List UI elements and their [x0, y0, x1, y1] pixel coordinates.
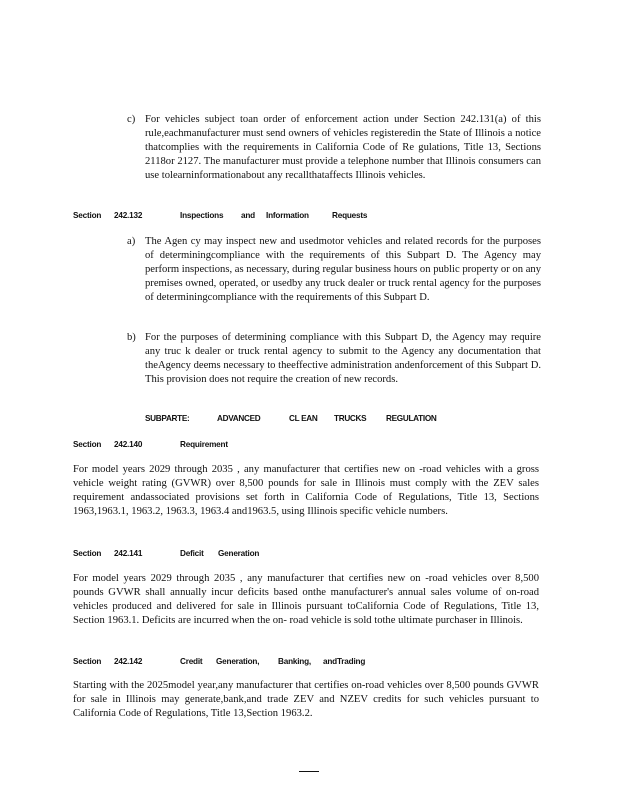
section-number: 242.142: [114, 657, 143, 666]
subpart-word: SUBPARTE:: [145, 414, 190, 423]
section-label: Section: [73, 211, 102, 220]
list-item-a: [127, 235, 541, 305]
item-text: For the purposes of determining compliance with this Subpart D, the Agency may require any truc k dealer or truck rental agency to submit to the Agency any documentation that theAgency deems necessary to theeffective administration andenforcement of this Subpart D. This provision does not require the creation of new records.: [145, 332, 541, 385]
section-heading-242-142: [73, 655, 365, 669]
section-heading-242-141: [73, 547, 259, 561]
section-label: Section: [73, 657, 102, 666]
section-title-word: Credit: [180, 657, 203, 666]
section-title-word: and: [241, 211, 255, 220]
subpart-word: CL EAN: [289, 414, 318, 423]
subpart-word: TRUCKS: [334, 414, 367, 423]
section-242-142-text: Starting with the 2025model year,any manufacturer that certifies on-road vehicles over 8,500 pounds GVWR for sale in Illinois may generate,bank,and trade ZEV and NZEV credits for such vehicles pursuant to California Code of Regulations, Title 13,Section 1963.2.: [73, 680, 539, 719]
section-heading-242-132: [73, 209, 367, 223]
section-label: Section: [73, 440, 102, 449]
footer-rule: [299, 771, 319, 772]
section-title-word: Information: [266, 211, 309, 220]
item-text: For vehicles subject toan order of enforcement action under Section 242.131(a) of this rule,eachmanufacturer must send owners of vehicles registeredin the State of Illinois a notice thatcomplies with the requirements in California Code of Re gulations, Title 13, Sections 2118or 2127. The manufacturer must provide a telephone number that Illinois consumers can use tolearninformationabout any recallthataffects Illinois vehicles.: [145, 114, 541, 181]
section-242-141-text: For model years 2029 through 2035 , any manufacturer that certifies new on -road vehicles over 8,500 pounds GVWR shall annually incur deficits based onthe manufacturer's annual sales volume of on-road vehicles produced and delivered for sale in Illinois pursuant toCalifornia Code of Regulations, Title 13, Section 1963.1. Deficits are incurred when the on- road vehicle is sold tothe ultimate purchaser in Illinois.: [73, 573, 539, 626]
section-title-word: Deficit: [180, 549, 204, 558]
item-letter: a): [127, 236, 136, 247]
section-title-word: Generation,: [216, 657, 260, 666]
section-242-140-text: For model years 2029 through 2035 , any manufacturer that certifies new on -road vehicles with a gross vehicle weight rating (GVWR) over 8,500 pounds for sale in Illinois must comply with the ZEV sales requirement andassociated provisions set forth in California Code of Regulations, Title 13, Sections 1963,1963.1, 1963.2, 1963.3, 1963.4 and1963.5, using Illinois specific vehicle numbers.: [73, 464, 539, 517]
list-item-c: [127, 113, 541, 183]
list-item-b: [127, 331, 541, 387]
section-label: Section: [73, 549, 102, 558]
subpart-heading: [145, 412, 437, 426]
item-letter: c): [127, 114, 136, 125]
section-number: 242.132: [114, 211, 143, 220]
section-title-word: Generation: [218, 549, 260, 558]
section-heading-242-140: [73, 438, 228, 452]
section-number: 242.141: [114, 549, 143, 558]
section-title-word: andTrading: [323, 657, 366, 666]
item-letter: b): [127, 332, 136, 343]
section-number: 242.140: [114, 440, 143, 449]
section-title-word: Requirement: [180, 440, 228, 449]
subpart-word: ADVANCED: [217, 414, 261, 423]
section-title-word: Banking,: [278, 657, 311, 666]
subpart-word: REGULATION: [386, 414, 437, 423]
item-text: The Agen cy may inspect new and usedmotor vehicles and related records for the purposes of determiningcompliance with the requirements of this Subpart D. The Agency may perform inspections, as necessary, during regular business hours on public property or on any premises owned, operated, or usedby any truck dealer or truck rental agency for the purposes of determiningcompliance with the requirements of this Subpart D.: [145, 236, 541, 303]
section-title-word: Requests: [332, 211, 368, 220]
section-title-word: Inspections: [180, 211, 224, 220]
